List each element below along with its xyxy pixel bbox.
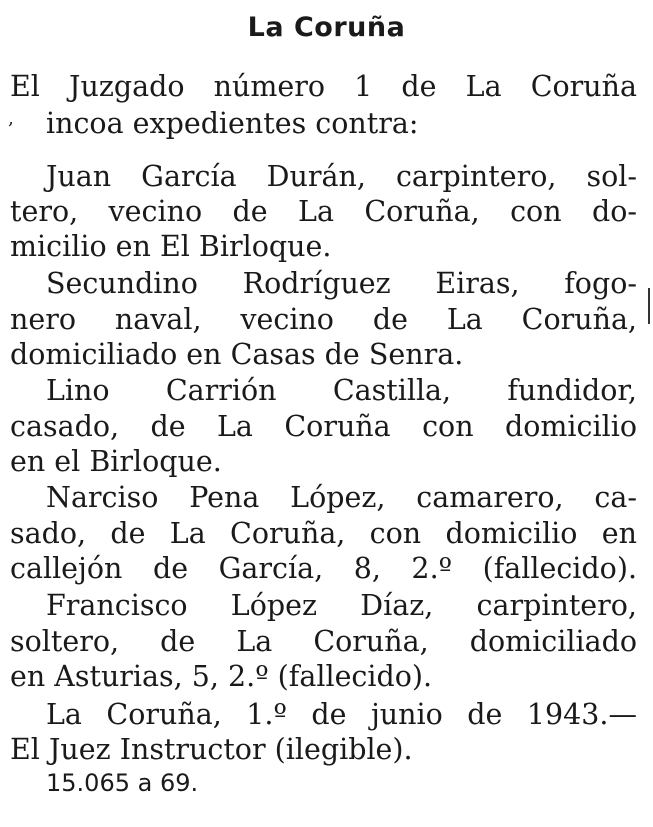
text-line: Lino Carrión Castilla, fundidor, xyxy=(46,374,637,407)
text-line: Francisco López Díaz, carpintero, xyxy=(46,589,637,622)
text-line: casado, de La Coruña con domicilio xyxy=(10,410,637,443)
text-line: callejón de García, 8, 2.º (fallecido). xyxy=(10,552,637,585)
text-line: El Juzgado número 1 de La Coruña xyxy=(10,70,637,103)
text-line: Secundino Rodríguez Eiras, fogo- xyxy=(46,267,637,300)
text-line: soltero, de La Coruña, domiciliado xyxy=(10,625,637,658)
text-line: incoa expedientes contra: xyxy=(46,107,419,140)
text-line: Juan García Durán, carpintero, sol- xyxy=(46,160,637,193)
text-line: nero naval, vecino de La Coruña, xyxy=(10,303,637,336)
text-line: sado, de La Coruña, con domicilio en xyxy=(10,517,637,550)
print-speck: ‚ xyxy=(8,108,14,129)
text-line: Narciso Pena López, camarero, ca- xyxy=(46,481,637,514)
text-line: tero, vecino de La Coruña, con do- xyxy=(10,195,637,228)
text-line: La Coruña, 1.º de junio de 1943.— xyxy=(46,698,637,731)
text-line: El Juez Instructor (ilegible). xyxy=(10,733,413,766)
text-line: micilio en El Birloque. xyxy=(10,230,332,263)
text-line: domiciliado en Casas de Senra. xyxy=(10,338,464,371)
text-line: en Asturias, 5, 2.º (fallecido). xyxy=(10,660,433,693)
document-title: La Coruña xyxy=(247,12,406,43)
text-line: en el Birloque. xyxy=(10,445,222,478)
reference-number: 15.065 a 69. xyxy=(46,769,199,797)
margin-edge-line xyxy=(648,288,650,324)
